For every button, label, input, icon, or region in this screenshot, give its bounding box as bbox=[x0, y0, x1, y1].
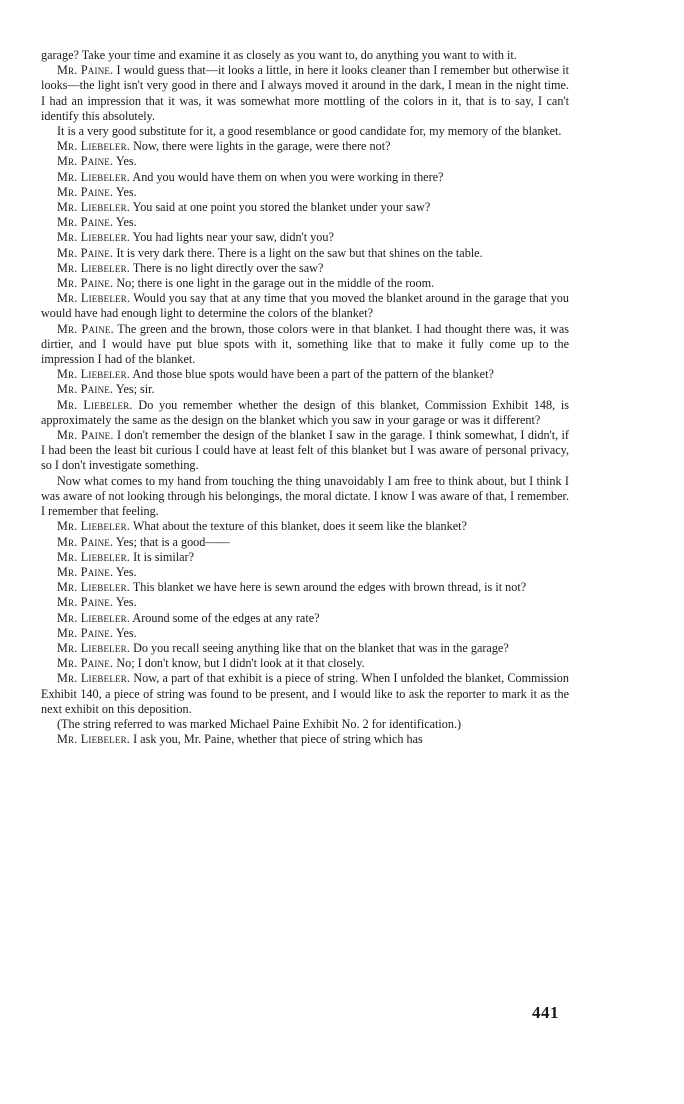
speaker-label: Mr. Paine. bbox=[57, 154, 114, 169]
transcript-paragraph bbox=[41, 535, 569, 550]
paragraph-text: Yes. bbox=[113, 595, 137, 610]
transcript-paragraph bbox=[41, 170, 569, 185]
speaker-label: Mr. Paine. bbox=[57, 321, 114, 336]
transcript-paragraph bbox=[41, 474, 569, 520]
paragraph-text: It is very dark there. There is a light on the saw but that shines on the table. bbox=[113, 245, 483, 260]
speaker-label: Mr. Liebeler. bbox=[57, 519, 131, 534]
paragraph-text: It is similar? bbox=[130, 549, 195, 564]
speaker-label: Mr. Paine. bbox=[57, 63, 114, 78]
transcript-paragraph bbox=[41, 671, 569, 717]
transcript-body bbox=[41, 48, 569, 747]
paragraph-text: Now, there were lights in the garage, were there not? bbox=[130, 139, 391, 154]
transcript-paragraph bbox=[41, 611, 569, 626]
paragraph-text: Would you say that at any time that you moved the blanket around in the garage that you would have had enough light to determine the colors of the blanket? bbox=[41, 291, 569, 321]
transcript-paragraph bbox=[41, 398, 569, 428]
transcript-paragraph bbox=[41, 63, 569, 124]
paragraph-text: Do you remember whether the design of this blanket, Commission Exhibit 148, is approximately the same as the design on the blanket which you saw in your garage or was it different? bbox=[41, 397, 569, 427]
transcript-paragraph bbox=[41, 261, 569, 276]
speaker-label: Mr. Liebeler. bbox=[57, 291, 131, 306]
speaker-label: Mr. Paine. bbox=[57, 382, 114, 397]
paragraph-text: I don't remember the design of the blanket I saw in the garage. I think somewhat, I didn't, if I had been the least bit curious I could have at least felt of this blanket but I was aware of personal privacy, so I don't investigate something. bbox=[41, 428, 569, 473]
transcript-paragraph bbox=[41, 428, 569, 474]
transcript-paragraph bbox=[41, 276, 569, 291]
speaker-label: Mr. Paine. bbox=[57, 564, 114, 579]
paragraph-text: garage? Take your time and examine it as closely as you want to, do anything you want to with it. bbox=[41, 48, 517, 62]
transcript-paragraph bbox=[41, 382, 569, 397]
paragraph-text: (The string referred to was marked Michael Paine Exhibit No. 2 for identification.) bbox=[57, 716, 462, 731]
speaker-label: Mr. Liebeler. bbox=[57, 671, 131, 686]
paragraph-text: Yes. bbox=[113, 154, 137, 169]
speaker-label: Mr. Liebeler. bbox=[57, 367, 131, 382]
speaker-label: Mr. Paine. bbox=[57, 595, 114, 610]
transcript-paragraph bbox=[41, 656, 569, 671]
speaker-label: Mr. Paine. bbox=[57, 534, 114, 549]
transcript-paragraph bbox=[41, 139, 569, 154]
transcript-paragraph bbox=[41, 519, 569, 534]
speaker-label: Mr. Paine. bbox=[57, 625, 114, 640]
paragraph-text: You had lights near your saw, didn't you? bbox=[130, 230, 334, 245]
paragraph-text: And you would have them on when you were working in there? bbox=[130, 169, 444, 184]
transcript-paragraph bbox=[41, 550, 569, 565]
transcript-paragraph bbox=[41, 154, 569, 169]
paragraph-text: I would guess that—it looks a little, in here it looks cleaner than I remember but otherwise it looks—the light isn't very good in there and I always moved it around in the dark, I mean in the night time. I had an impression that it was, it was somewhat more mottling of the colors in it, that is to say, I can't identify this absolutely. bbox=[41, 63, 569, 123]
speaker-label: Mr. Liebeler. bbox=[57, 230, 131, 245]
paragraph-text: I ask you, Mr. Paine, whether that piece of string which has bbox=[130, 732, 423, 747]
speaker-label: Mr. Liebeler. bbox=[57, 397, 133, 412]
speaker-label: Mr. Liebeler. bbox=[57, 732, 131, 747]
transcript-paragraph bbox=[41, 124, 569, 139]
paragraph-text: Yes. bbox=[113, 625, 137, 640]
transcript-paragraph bbox=[41, 580, 569, 595]
speaker-label: Mr. Liebeler. bbox=[57, 610, 131, 625]
speaker-label: Mr. Paine. bbox=[57, 428, 114, 443]
paragraph-text: Now what comes to my hand from touching the thing unavoidably I am free to think about, but I think I was aware of not looking through his belongings, the moral dictate. I know I was aware of that, I remember. I remember that feeling. bbox=[41, 473, 569, 519]
transcript-paragraph bbox=[41, 717, 569, 732]
speaker-label: Mr. Paine. bbox=[57, 245, 114, 260]
speaker-label: Mr. Liebeler. bbox=[57, 640, 131, 655]
paragraph-text: No; I don't know, but I didn't look at it that closely. bbox=[113, 656, 365, 671]
paragraph-text: And those blue spots would have been a part of the pattern of the blanket? bbox=[130, 367, 494, 382]
paragraph-text: What about the texture of this blanket, does it seem like the blanket? bbox=[130, 519, 467, 534]
transcript-paragraph bbox=[41, 732, 569, 747]
transcript-paragraph bbox=[41, 215, 569, 230]
paragraph-text: The green and the brown, those colors were in that blanket. I had thought there was, it was dirtier, and I would have put blue spots with it, something like that to make it fully come up to the impression I had of the blanket. bbox=[41, 321, 569, 367]
speaker-label: Mr. Paine. bbox=[57, 215, 114, 230]
transcript-paragraph bbox=[41, 565, 569, 580]
transcript-paragraph bbox=[41, 246, 569, 261]
paragraph-text: Yes. bbox=[113, 215, 137, 230]
paragraph-text: There is no light directly over the saw? bbox=[130, 260, 324, 275]
speaker-label: Mr. Paine. bbox=[57, 184, 114, 199]
speaker-label: Mr. Paine. bbox=[57, 276, 114, 291]
paragraph-text: Now, a part of that exhibit is a piece of string. When I unfolded the blanket, Commission Exhibit 140, a piece of string was found to be present, and I would like to ask the reporter to mark it as the next exhibit on this deposition. bbox=[41, 671, 569, 716]
speaker-label: Mr. Liebeler. bbox=[57, 200, 131, 215]
paragraph-text: No; there is one light in the garage out in the middle of the room. bbox=[113, 276, 435, 291]
paragraph-text: It is a very good substitute for it, a good resemblance or good candidate for, my memory of the blanket. bbox=[57, 124, 562, 139]
paragraph-text: Yes; that is a good—— bbox=[113, 534, 230, 549]
paragraph-text: Do you recall seeing anything like that on the blanket that was in the garage? bbox=[130, 640, 509, 655]
transcript-paragraph bbox=[41, 367, 569, 382]
transcript-paragraph bbox=[41, 185, 569, 200]
transcript-paragraph bbox=[41, 626, 569, 641]
paragraph-text: This blanket we have here is sewn around the edges with brown thread, is it not? bbox=[130, 580, 527, 595]
page-number: 441 bbox=[532, 1003, 559, 1022]
speaker-label: Mr. Liebeler. bbox=[57, 549, 131, 564]
paragraph-text: Yes. bbox=[113, 564, 137, 579]
speaker-label: Mr. Liebeler. bbox=[57, 580, 131, 595]
paragraph-text: Yes. bbox=[113, 184, 137, 199]
speaker-label: Mr. Liebeler. bbox=[57, 139, 131, 154]
speaker-label: Mr. Paine. bbox=[57, 656, 114, 671]
paragraph-text: You said at one point you stored the blanket under your saw? bbox=[130, 200, 431, 215]
transcript-paragraph bbox=[41, 322, 569, 368]
transcript-paragraph bbox=[41, 291, 569, 321]
transcript-paragraph bbox=[41, 230, 569, 245]
paragraph-text: Yes; sir. bbox=[113, 382, 155, 397]
paragraph-text: Around some of the edges at any rate? bbox=[130, 610, 320, 625]
transcript-paragraph bbox=[41, 595, 569, 610]
transcript-paragraph bbox=[41, 200, 569, 215]
speaker-label: Mr. Liebeler. bbox=[57, 169, 131, 184]
speaker-label: Mr. Liebeler. bbox=[57, 260, 131, 275]
transcript-paragraph bbox=[41, 48, 569, 63]
transcript-paragraph bbox=[41, 641, 569, 656]
